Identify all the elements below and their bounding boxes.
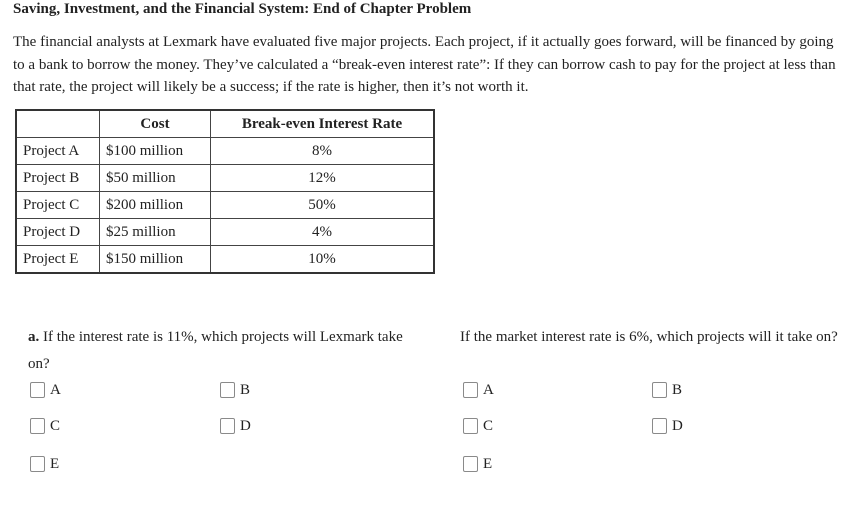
question-a-text (28, 324, 428, 378)
projects-table (15, 109, 435, 274)
question-b-option-b[interactable] (652, 381, 682, 399)
question-a-option-a[interactable] (30, 381, 61, 399)
option-label: A (50, 381, 61, 398)
project-name: Project B (16, 165, 100, 192)
question-a-label: a. (28, 329, 40, 345)
question-b-text: If the market interest rate is 6%, which projects will it take on? (460, 329, 838, 345)
option-label: C (50, 417, 61, 434)
project-name: Project A (16, 138, 100, 165)
table-row (16, 138, 434, 165)
option-label: B (672, 381, 683, 398)
question-a-option-e[interactable] (30, 455, 59, 473)
question-a-option-d[interactable] (220, 417, 251, 435)
checkbox[interactable] (463, 456, 478, 472)
table-header-row (16, 110, 434, 138)
project-name: Project D (16, 219, 100, 246)
option-label: E (483, 455, 493, 472)
option-label: C (483, 417, 494, 434)
checkbox[interactable] (220, 382, 235, 398)
checkbox[interactable] (463, 418, 478, 434)
option-label: A (483, 381, 494, 398)
checkbox[interactable] (30, 382, 45, 398)
project-rate: 50% (211, 192, 435, 219)
question-a-option-c[interactable] (30, 417, 60, 435)
checkbox[interactable] (463, 382, 478, 398)
project-cost: $200 million (100, 192, 211, 219)
table-row (16, 219, 434, 246)
question-b-option-d[interactable] (652, 417, 683, 435)
checkbox[interactable] (30, 418, 45, 434)
checkbox[interactable] (30, 456, 45, 472)
question-b-option-e[interactable] (463, 455, 492, 473)
option-label: E (50, 455, 60, 472)
question-a-body: If the interest rate is 11%, which projects will Lexmark take on? (28, 329, 403, 372)
project-rate: 8% (211, 138, 435, 165)
table-header-blank (16, 110, 100, 138)
table-header-rate: Break-even Interest Rate (211, 110, 435, 138)
question-b-option-c[interactable] (463, 417, 493, 435)
table-row (16, 165, 434, 192)
table-row (16, 192, 434, 219)
project-rate: 4% (211, 219, 435, 246)
page-title: Saving, Investment, and the Financial System: End of Chapter Problem (13, 1, 472, 17)
option-label: D (672, 417, 683, 434)
project-cost: $50 million (100, 165, 211, 192)
question-a-option-b[interactable] (220, 381, 250, 399)
table-header-cost: Cost (100, 110, 211, 138)
project-cost: $100 million (100, 138, 211, 165)
project-rate: 10% (211, 246, 435, 274)
project-name: Project C (16, 192, 100, 219)
question-b-option-a[interactable] (463, 381, 494, 399)
project-cost: $150 million (100, 246, 211, 274)
checkbox[interactable] (220, 418, 235, 434)
checkbox[interactable] (652, 418, 667, 434)
problem-intro: The financial analysts at Lexmark have evaluated five major projects. Each project, if it actually goes forward, will be financed by going to a bank to borrow the money. They’ve calculated a “break-even interest rate”: If they can borrow cash to pay for the project at less than that rate, the project will likely be a success; if the rate is higher, then it’s not worth it. (13, 34, 836, 95)
project-name: Project E (16, 246, 100, 274)
checkbox[interactable] (652, 382, 667, 398)
option-label: D (240, 417, 251, 434)
project-cost: $25 million (100, 219, 211, 246)
table-row (16, 246, 434, 274)
project-rate: 12% (211, 165, 435, 192)
option-label: B (240, 381, 251, 398)
